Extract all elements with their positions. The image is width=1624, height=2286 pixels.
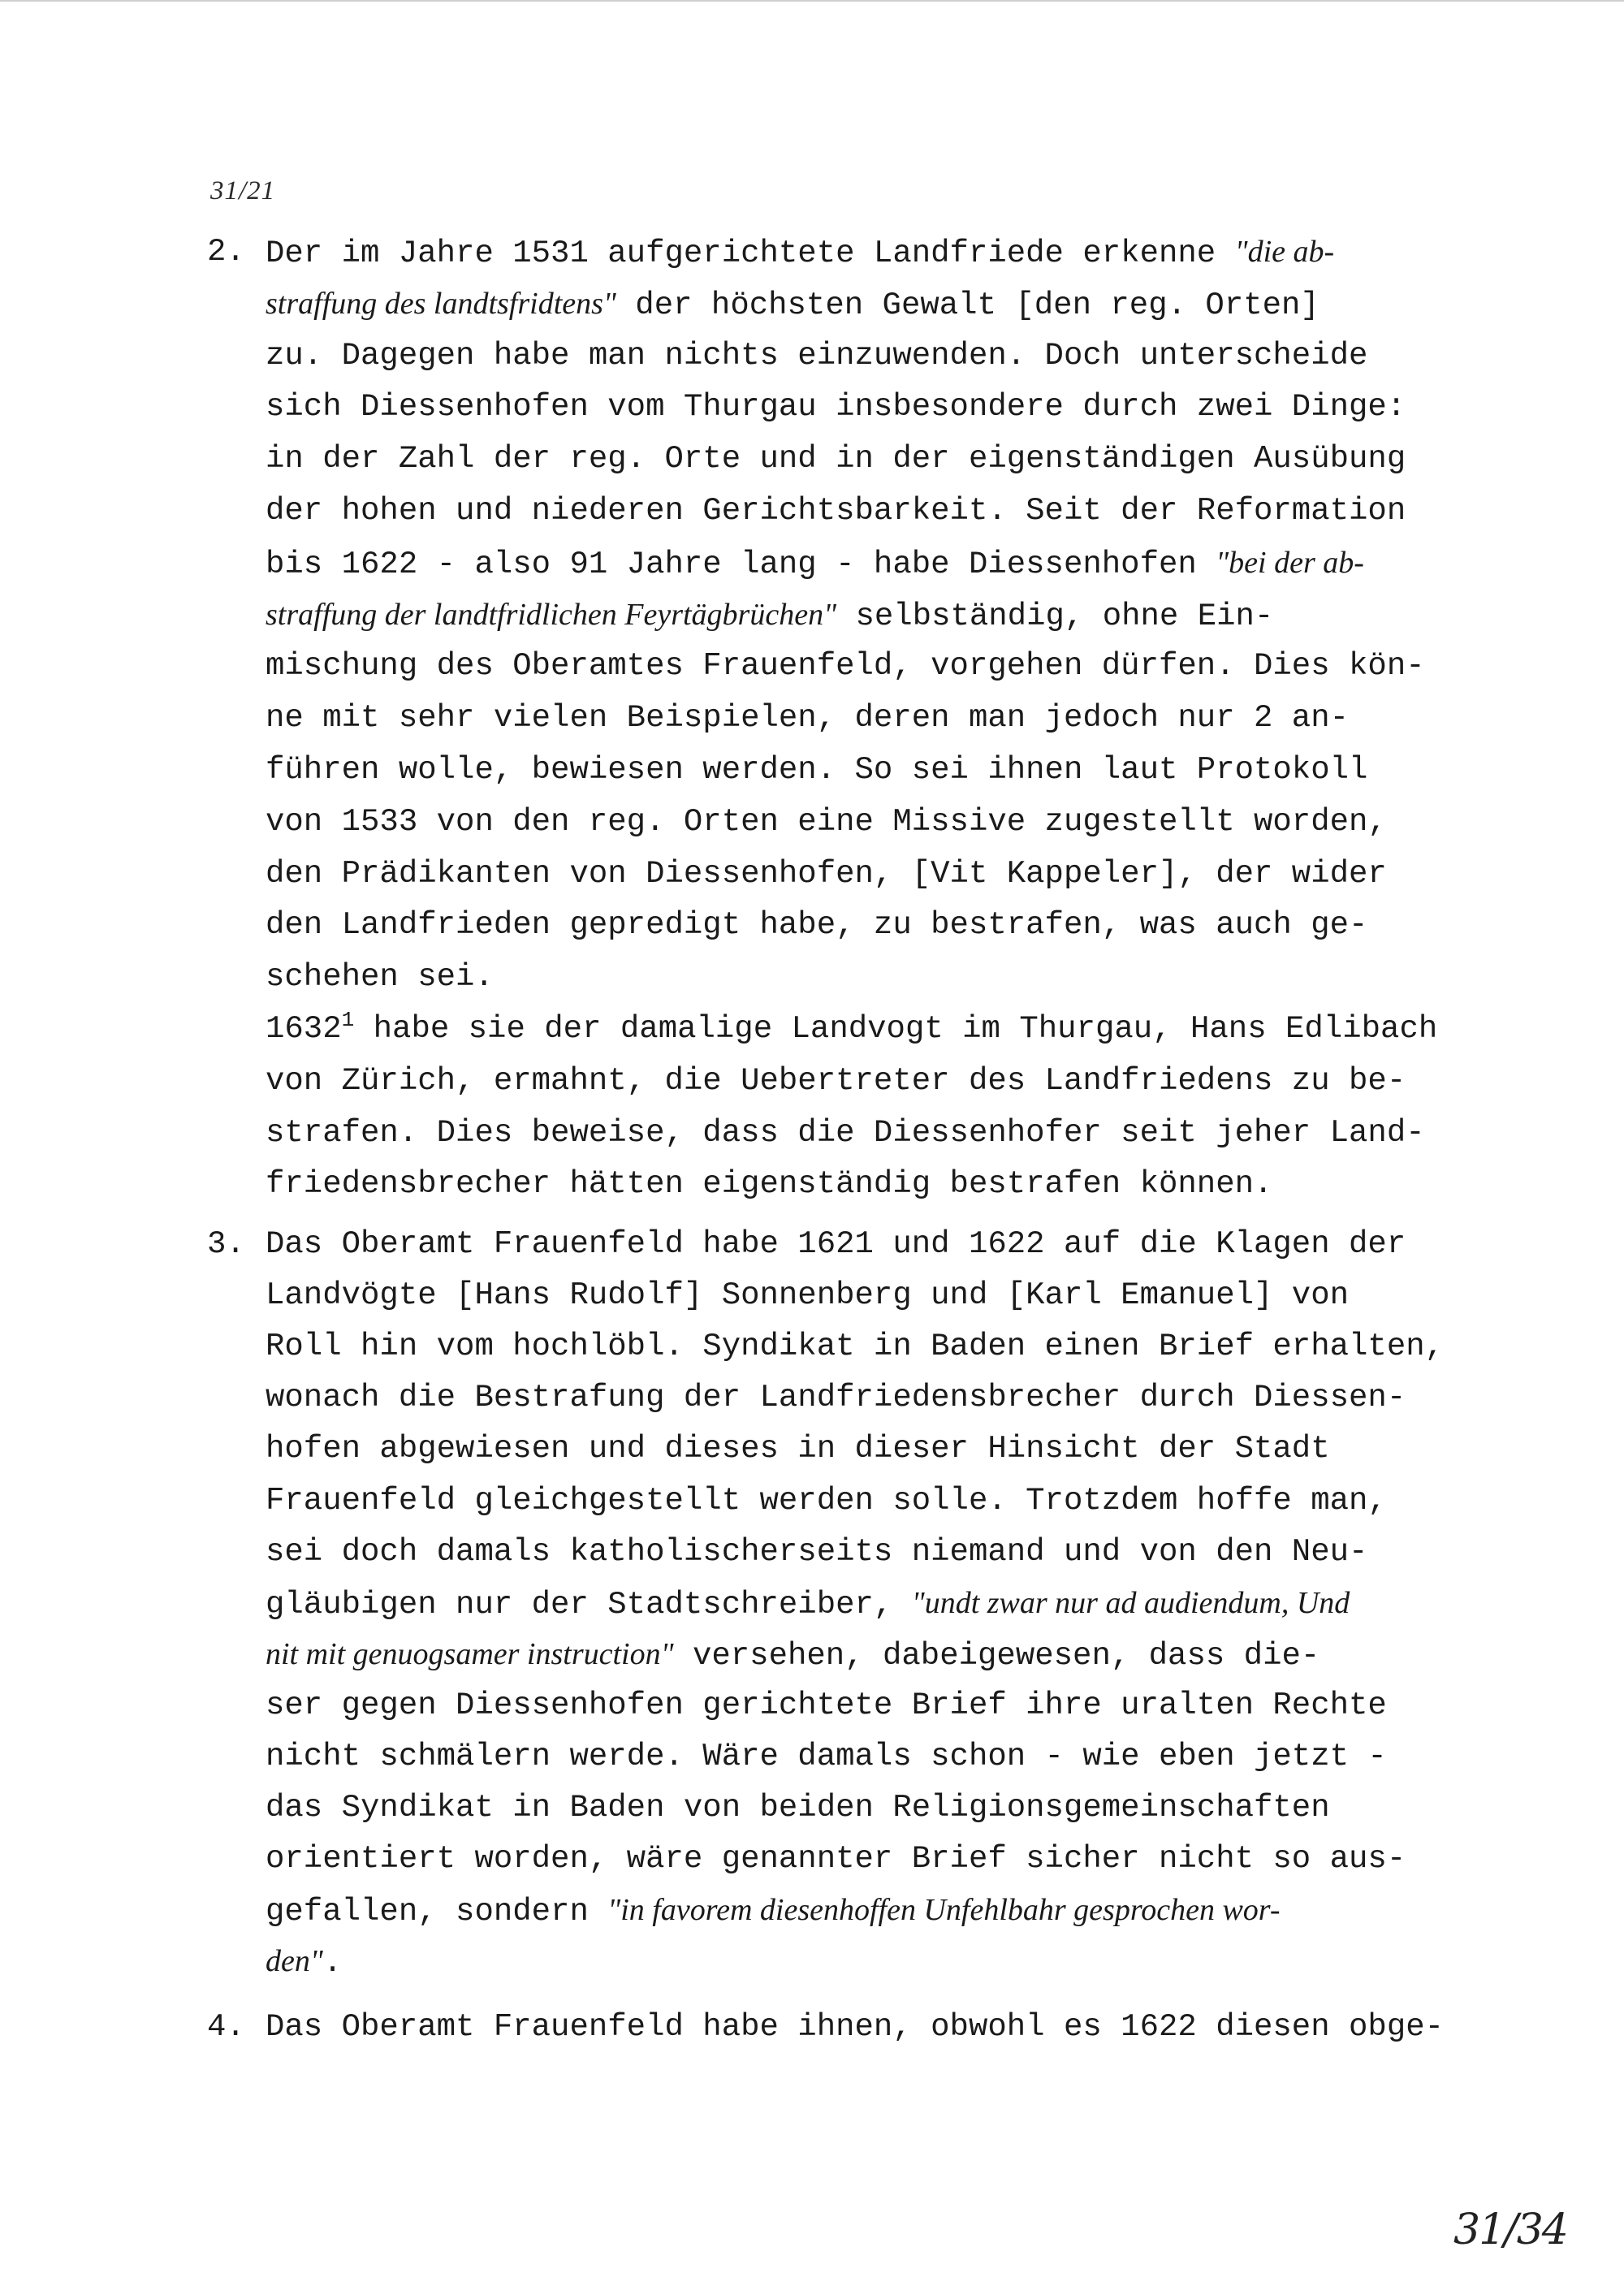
text-run: .	[322, 1945, 343, 1981]
text-line	[266, 1636, 1320, 1672]
text-run: 1632	[266, 1011, 342, 1047]
text-run: der hohen und niederen Gerichtsbarkeit. Seit der Reformation	[266, 493, 1406, 529]
text-run: von Zürich, ermahnt, die Uebertreter des Landfriedens zu be-	[266, 1062, 1406, 1099]
text-run: bis 1622 - also 91 Jahre lang - habe Diessenhofen	[266, 546, 1216, 582]
quotation-italic: straffung der landtfridlichen Feyrtägbrüchen"	[266, 597, 837, 632]
text-line	[266, 1166, 1272, 1202]
text-run: den Prädikanten von Diessenhofen, [Vit Kappeler], der wider	[266, 855, 1387, 892]
text-run: gefallen, sondern	[266, 1894, 608, 1930]
text-line	[266, 1380, 1406, 1415]
text-line	[266, 1841, 1406, 1877]
quotation-italic: straffung des landtsfridtens"	[266, 286, 616, 321]
text-line	[266, 493, 1406, 529]
text-run: versehen, dabeigewesen, dass die-	[673, 1637, 1320, 1674]
list-marker: 3.	[207, 1226, 245, 1262]
text-run: von 1533 von den reg. Orten eine Missive zugestellt worden,	[266, 803, 1387, 840]
list-marker: 4.	[207, 2009, 245, 2045]
quotation-italic: "bei der ab-	[1216, 545, 1364, 580]
text-run: der höchsten Gewalt [den reg. Orten]	[615, 287, 1320, 323]
text-line	[266, 2009, 1444, 2045]
text-run: Das Oberamt Frauenfeld habe ihnen, obwohl es 1622 diesen obge-	[266, 2009, 1445, 2045]
text-run: zu. Dagegen habe man nichts einzuwenden. Doch unterscheide	[266, 337, 1368, 374]
text-run: Roll hin vom hochlöbl. Syndikat in Baden einen Brief erhalten,	[266, 1329, 1445, 1365]
text-line	[266, 1790, 1330, 1826]
text-run: in der Zahl der reg. Orte und in der eigenständigen Ausübung	[266, 441, 1406, 478]
text-run: selbständig, ohne Ein-	[836, 598, 1274, 634]
text-run: schehen sei.	[266, 959, 494, 996]
text-run: das Syndikat in Baden von beiden Religionsgemeinschaften	[266, 1790, 1330, 1826]
text-line	[266, 1277, 1349, 1313]
text-line	[266, 1687, 1387, 1723]
text-line	[266, 1226, 1406, 1262]
text-line	[266, 234, 1334, 270]
text-line	[266, 752, 1367, 788]
text-run: habe sie der damalige Landvogt im Thurgau, Hans Edlibach	[354, 1011, 1438, 1047]
footnote-marker: 1	[341, 1008, 355, 1032]
text-line	[266, 338, 1367, 374]
page-reference: 31/21	[210, 176, 276, 205]
text-run: orientiert worden, wäre genannter Brief sicher nicht so aus-	[266, 1841, 1406, 1878]
text-run: wonach die Bestrafung der Landfriedensbrecher durch Diessen-	[266, 1380, 1406, 1416]
text-run: nicht schmälern werde. Wäre damals schon - wie eben jetzt -	[266, 1739, 1387, 1774]
folio-number: 31/34	[1453, 2206, 1567, 2254]
text-line	[266, 1115, 1425, 1151]
text-line	[266, 597, 1273, 633]
text-run: sei doch damals katholischerseits niemand und von den Neu-	[266, 1533, 1368, 1570]
text-line	[266, 1943, 342, 1979]
quotation-italic: "die ab-	[1234, 235, 1335, 269]
text-run: den Landfrieden gepredigt habe, zu bestrafen, was auch ge-	[266, 907, 1368, 944]
top-border	[0, 0, 1624, 2]
text-run: führen wolle, bewiesen werden. So sei ihnen laut Protokoll	[266, 752, 1368, 788]
text-line	[266, 804, 1387, 840]
text-line	[266, 700, 1349, 736]
list-marker: 2.	[207, 234, 245, 270]
text-run: Der im Jahre 1531 aufgerichtete Landfriede erkenne	[266, 236, 1235, 271]
text-run: Frauenfeld gleichgestellt werden solle. Trotzdem hoffe man,	[266, 1482, 1387, 1519]
quotation-italic: "undt zwar nur ad audiendum, Und	[911, 1585, 1350, 1620]
text-line	[266, 1585, 1350, 1621]
text-line	[266, 648, 1425, 684]
text-line	[266, 1739, 1387, 1774]
text-line	[266, 1329, 1444, 1364]
text-line	[266, 1063, 1406, 1099]
text-line	[266, 286, 1320, 322]
text-line	[266, 1008, 1438, 1047]
text-line	[266, 959, 494, 995]
text-run: gläubigen nur der Stadtschreiber,	[266, 1586, 912, 1623]
text-line	[266, 1431, 1330, 1467]
quotation-italic: "in favorem diesenhoffen Unfehlbahr gesprochen wor-	[607, 1893, 1281, 1928]
text-line	[266, 1534, 1367, 1570]
text-run: Landvögte [Hans Rudolf] Sonnenberg und [Karl Emanuel] von	[266, 1277, 1350, 1314]
text-run: ne mit sehr vielen Beispielen, deren man jedoch nur 2 an-	[266, 700, 1350, 737]
text-line	[266, 1892, 1280, 1928]
text-run: mischung des Oberamtes Frauenfeld, vorgehen dürfen. Dies kön-	[266, 648, 1425, 685]
text-run: sich Diessenhofen vom Thurgau insbesondere durch zwei Dinge:	[266, 389, 1406, 426]
text-line	[266, 1483, 1387, 1519]
quotation-italic: nit mit genuogsamer instruction"	[266, 1636, 674, 1671]
text-run: ser gegen Diessenhofen gerichtete Brief ihre uralten Rechte	[266, 1687, 1387, 1723]
text-run: strafen. Dies beweise, dass die Diessenhofer seit jeher Land-	[266, 1114, 1425, 1151]
quotation-italic: den"	[266, 1944, 323, 1979]
text-run: Das Oberamt Frauenfeld habe 1621 und 1622 auf die Klagen der	[266, 1226, 1406, 1262]
text-line	[266, 856, 1387, 892]
text-line	[266, 907, 1367, 943]
text-run: friedensbrecher hätten eigenständig bestrafen können.	[266, 1166, 1273, 1203]
text-line	[266, 545, 1364, 581]
text-line	[266, 441, 1406, 477]
text-run: hofen abgewiesen und dieses in dieser Hinsicht der Stadt	[266, 1431, 1330, 1467]
text-line	[266, 389, 1406, 425]
